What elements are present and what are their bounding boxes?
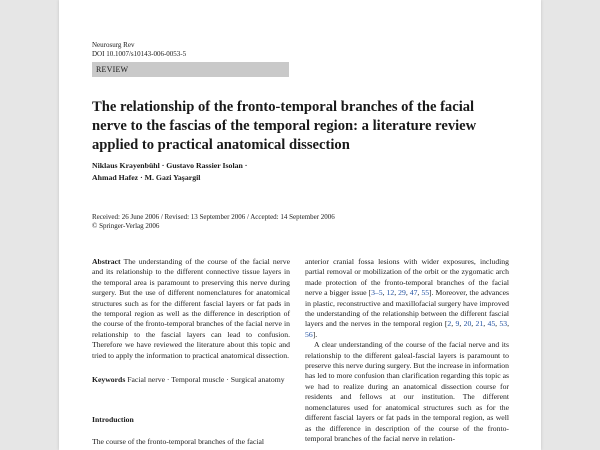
body-paragraph-2: A clear understanding of the course of the facial nerve and its relationship to the different galeal-fascial layers is paramount to preserve this nerve during surgery. But the increase in information has led to more confusion than clarification regarding this topic as we had to realize during an anatomical dissection course for residents and fellows at our institution. The different nomenclatures used for anatomical structures such as for the different fascial layers or fat pads in the temporal region, as well as the difference in description of the course of the fronto-temporal branches of the facial nerve in relation- <box>305 340 509 443</box>
keywords-text: Facial nerve · Temporal muscle · Surgical anatomy <box>127 375 285 385</box>
title-line-1: The relationship of the fronto-temporal branches of the facial <box>92 99 475 115</box>
separator: , <box>382 288 387 298</box>
journal-doi[interactable]: DOI 10.1007/s10143-006-0053-5 <box>92 50 187 58</box>
journal-header <box>92 41 186 59</box>
paper-title <box>92 98 502 155</box>
title-line-2: nerve to the fascias of the temporal region: a literature review <box>92 118 477 134</box>
authors-line-2: Ahmad Hafez · M. Gazi Yaşargil <box>92 173 201 182</box>
right-column <box>305 257 509 444</box>
copyright: © Springer-Verlag 2006 <box>92 222 160 230</box>
separator: , <box>495 319 500 329</box>
abstract-text: The understanding of the course of the facial nerve and its relationship to the different connective tissue layers in the temporal area is paramount to preserving this nerve during surgery. But the use of different nomenclatures for anatomical structures such as for the different fascial layers or fat pads in the temporal region as well as the difference in description of the course of the fronto-temporal branches of the facial nerve in relationship to the fascial layers can lead to confusion. Therefore we have reviewed the literature about this topic and tried to apply the information to practical anatomical dissection. <box>92 257 290 360</box>
separator: , <box>417 288 422 298</box>
separator: , <box>394 288 399 298</box>
body-paragraph-1 <box>305 257 509 340</box>
introduction-heading: Introduction <box>92 415 134 425</box>
journal-name: Neurosurg Rev <box>92 41 135 49</box>
separator: , <box>459 319 464 329</box>
citation-link[interactable]: 45 <box>487 319 496 329</box>
introduction-text: The course of the fronto-temporal branches of the facial <box>92 436 265 446</box>
citation-link[interactable]: 12 <box>386 288 395 298</box>
abstract <box>92 257 290 361</box>
paper-page <box>59 0 541 450</box>
separator: , <box>471 319 476 329</box>
abstract-heading: Abstract <box>92 257 121 266</box>
publication-dates <box>92 213 335 231</box>
citation-link[interactable]: 3–5 <box>371 288 383 298</box>
citation-link[interactable]: 20 <box>463 319 472 329</box>
paragraph-text: ]. Moreover, the advances in plastic, reconstructive and maxillofacial surgery have improved the understanding of the relationship between the different fascial layers and the nerves in the temporal region [ <box>305 288 509 329</box>
separator: , <box>483 319 488 329</box>
keywords <box>92 375 290 385</box>
section-label: REVIEW <box>96 65 129 74</box>
left-column <box>92 257 290 447</box>
authors-line-1: Niklaus Krayenbühl · Gustavo Rassier Isolan · <box>92 161 248 170</box>
separator: , <box>405 288 410 298</box>
citation-link[interactable]: 29 <box>398 288 406 298</box>
citation-link[interactable]: 9 <box>455 319 460 329</box>
paragraph-text: ]. <box>312 329 318 339</box>
citation-link[interactable]: 47 <box>409 288 418 298</box>
citation-link[interactable]: 21 <box>475 319 484 329</box>
separator: , <box>451 319 456 329</box>
title-line-3: applied to practical anatomical dissection <box>92 137 350 153</box>
citation-link[interactable]: 2 <box>447 319 452 329</box>
author-list <box>92 160 247 184</box>
citation-link[interactable]: 56 <box>305 329 313 339</box>
citation-link[interactable]: 53 <box>499 319 508 329</box>
separator: , <box>507 319 510 329</box>
received-dates: Received: 26 June 2006 / Revised: 13 September 2006 / Accepted: 14 September 2006 <box>92 213 335 221</box>
paragraph-text: anterior cranial fossa lesions with wider exposures, including partial removal or mobilization of the orbit or the zygomatic arch made protection of the fronto-temporal branches of the facial nerve a bigger issue [ <box>305 257 509 298</box>
section-label-bar <box>92 62 289 77</box>
citation-link[interactable]: 55 <box>421 288 430 298</box>
keywords-heading: Keywords <box>92 375 126 385</box>
